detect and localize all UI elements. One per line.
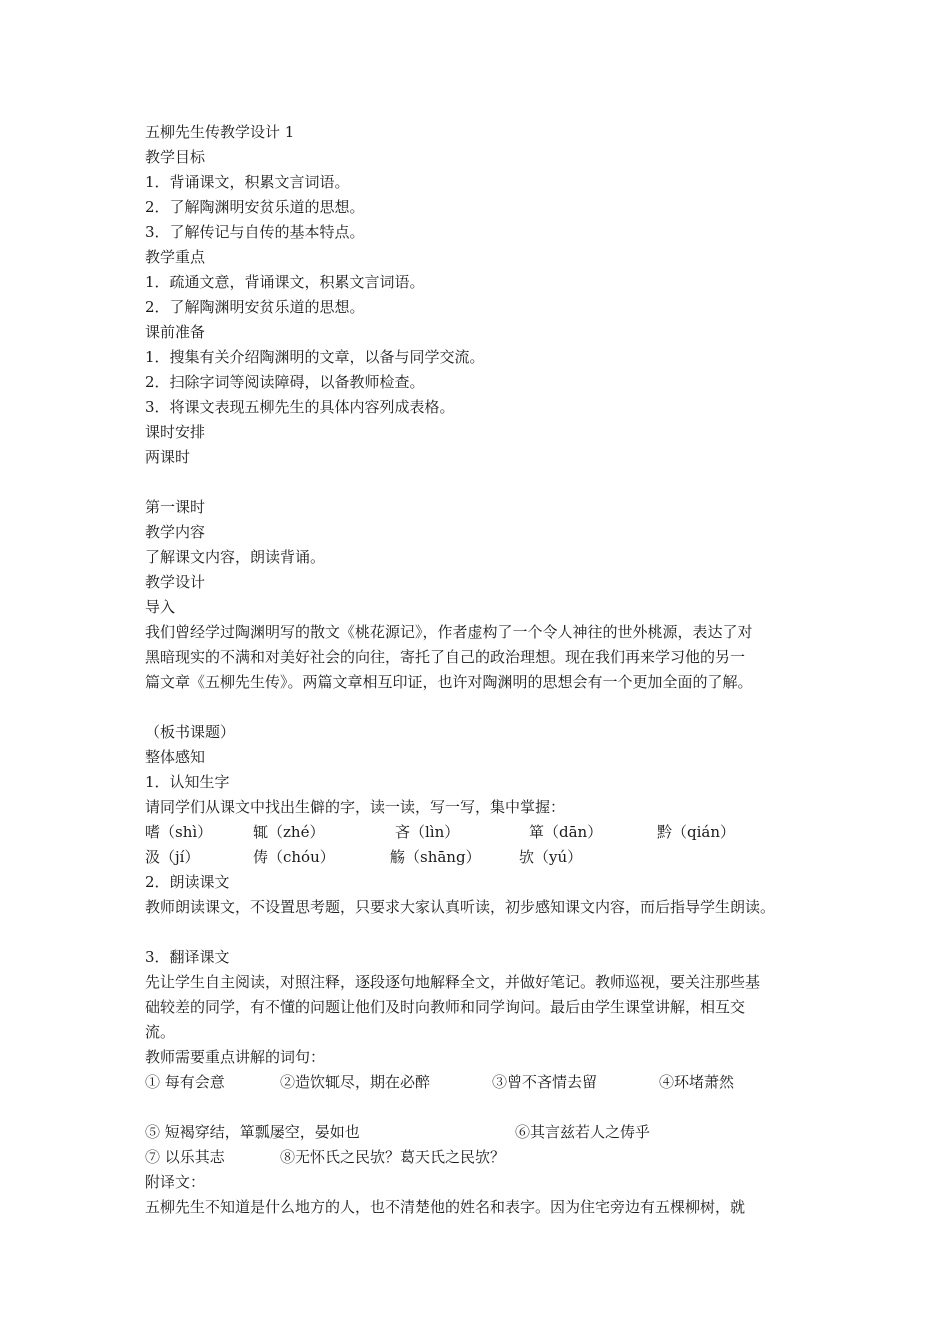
phrase-row xyxy=(145,1070,825,1095)
objective-item: 2．了解陶渊明安贫乐道的思想。 xyxy=(145,198,365,216)
phrase-entry: ⑧无怀氏之民欤？葛天氏之民欤？ xyxy=(280,1148,506,1166)
intro-paragraph-line: 黑暗现实的不满和对美好社会的向往，寄托了自己的政治理想。现在我们再来学习他的另一 xyxy=(145,648,746,666)
intro-paragraph-line: 我们曾经学过陶渊明写的散文《桃花源记》，作者虚构了一个令人神往的世外桃源，表达了对 xyxy=(145,623,753,641)
char-entry: 辄（zhé） xyxy=(253,823,325,841)
document-page xyxy=(145,120,825,1220)
phrase-entry: ⑤ 短褐穿结，箪瓢屡空，晏如也 xyxy=(145,1123,360,1141)
blank-line xyxy=(145,920,825,945)
phrase-entry: ① 每有会意 xyxy=(145,1073,225,1091)
objectives-heading: 教学目标 xyxy=(145,148,206,166)
phrase-entry: ⑥其言兹若人之俦乎 xyxy=(515,1123,651,1141)
phrase-entry: ②造饮辄尽，期在必醉 xyxy=(280,1073,431,1091)
new-words-instruction: 请同学们从课文中找出生僻的字，读一读，写一写，集中掌握： xyxy=(145,798,566,816)
phrase-row xyxy=(145,1145,825,1170)
char-entry: 吝（lìn） xyxy=(395,823,460,841)
prep-heading: 课前准备 xyxy=(145,323,206,341)
char-entry: 嗜（shì） xyxy=(145,823,213,841)
document-title: 五柳先生传教学设计 1 xyxy=(145,123,295,141)
read-heading: 2．朗读课文 xyxy=(145,873,230,891)
appendix-heading: 附译文： xyxy=(145,1173,206,1191)
lesson1-heading: 第一课时 xyxy=(145,498,206,516)
phrase-entry: ③曾不吝情去留 xyxy=(492,1073,598,1091)
char-entry: 俦（chóu） xyxy=(253,848,335,866)
translate-paragraph-line: 础较差的同学，有不懂的问题让他们及时向教师和同学询问。最后由学生课堂讲解，相互交 xyxy=(145,998,746,1016)
prep-item: 2．扫除字词等阅读障碍，以备教师检查。 xyxy=(145,373,425,391)
blank-line xyxy=(145,1095,825,1120)
focus-item: 2．了解陶渊明安贫乐道的思想。 xyxy=(145,298,365,316)
phrase-entry: ⑦ 以乐其志 xyxy=(145,1148,225,1166)
focus-item: 1．疏通文意，背诵课文，积累文言词语。 xyxy=(145,273,425,291)
focus-heading: 教学重点 xyxy=(145,248,206,266)
schedule-heading: 课时安排 xyxy=(145,423,206,441)
translate-paragraph-line: 流。 xyxy=(145,1023,176,1041)
phrase-entry: ④环堵萧然 xyxy=(659,1073,735,1091)
content-text: 了解课文内容，朗读背诵。 xyxy=(145,548,326,566)
translate-paragraph-line: 先让学生自主阅读，对照注释，逐段逐句地解释全文，并做好笔记。教师巡视，要关注那些基 xyxy=(145,973,761,991)
char-entry: 黔（qián） xyxy=(657,823,736,841)
design-heading: 教学设计 xyxy=(145,573,206,591)
char-row xyxy=(145,820,825,845)
prep-item: 1．搜集有关介绍陶渊明的文章，以备与同学交流。 xyxy=(145,348,485,366)
char-entry: 汲（jí） xyxy=(145,848,200,866)
new-words-heading: 1．认知生字 xyxy=(145,773,230,791)
schedule-text: 两课时 xyxy=(145,448,191,466)
perception-heading: 整体感知 xyxy=(145,748,206,766)
phrase-row xyxy=(145,1120,825,1145)
char-entry: 觞（shāng） xyxy=(390,848,481,866)
blank-line xyxy=(145,695,825,720)
intro-heading: 导入 xyxy=(145,598,176,616)
read-text: 教师朗读课文，不设置思考题，只要求大家认真听读，初步感知课文内容，而后指导学生朗读。 xyxy=(145,898,776,916)
board-note: （板书课题） xyxy=(145,723,236,741)
prep-item: 3．将课文表现五柳先生的具体内容列成表格。 xyxy=(145,398,455,416)
appendix-text: 五柳先生不知道是什么地方的人，也不清楚他的姓名和表字。因为住宅旁边有五棵柳树，就 xyxy=(145,1198,746,1216)
char-entry: 欤（yú） xyxy=(519,848,583,866)
objective-item: 1．背诵课文，积累文言词语。 xyxy=(145,173,350,191)
blank-line xyxy=(145,470,825,495)
char-entry: 箪（dān） xyxy=(529,823,603,841)
translate-heading: 3．翻译课文 xyxy=(145,948,230,966)
key-phrases-heading: 教师需要重点讲解的词句： xyxy=(145,1048,326,1066)
objective-item: 3．了解传记与自传的基本特点。 xyxy=(145,223,365,241)
content-heading: 教学内容 xyxy=(145,523,206,541)
char-row xyxy=(145,845,825,870)
intro-paragraph-line: 篇文章《五柳先生传》。两篇文章相互印证，也许对陶渊明的思想会有一个更加全面的了解。 xyxy=(145,673,753,691)
